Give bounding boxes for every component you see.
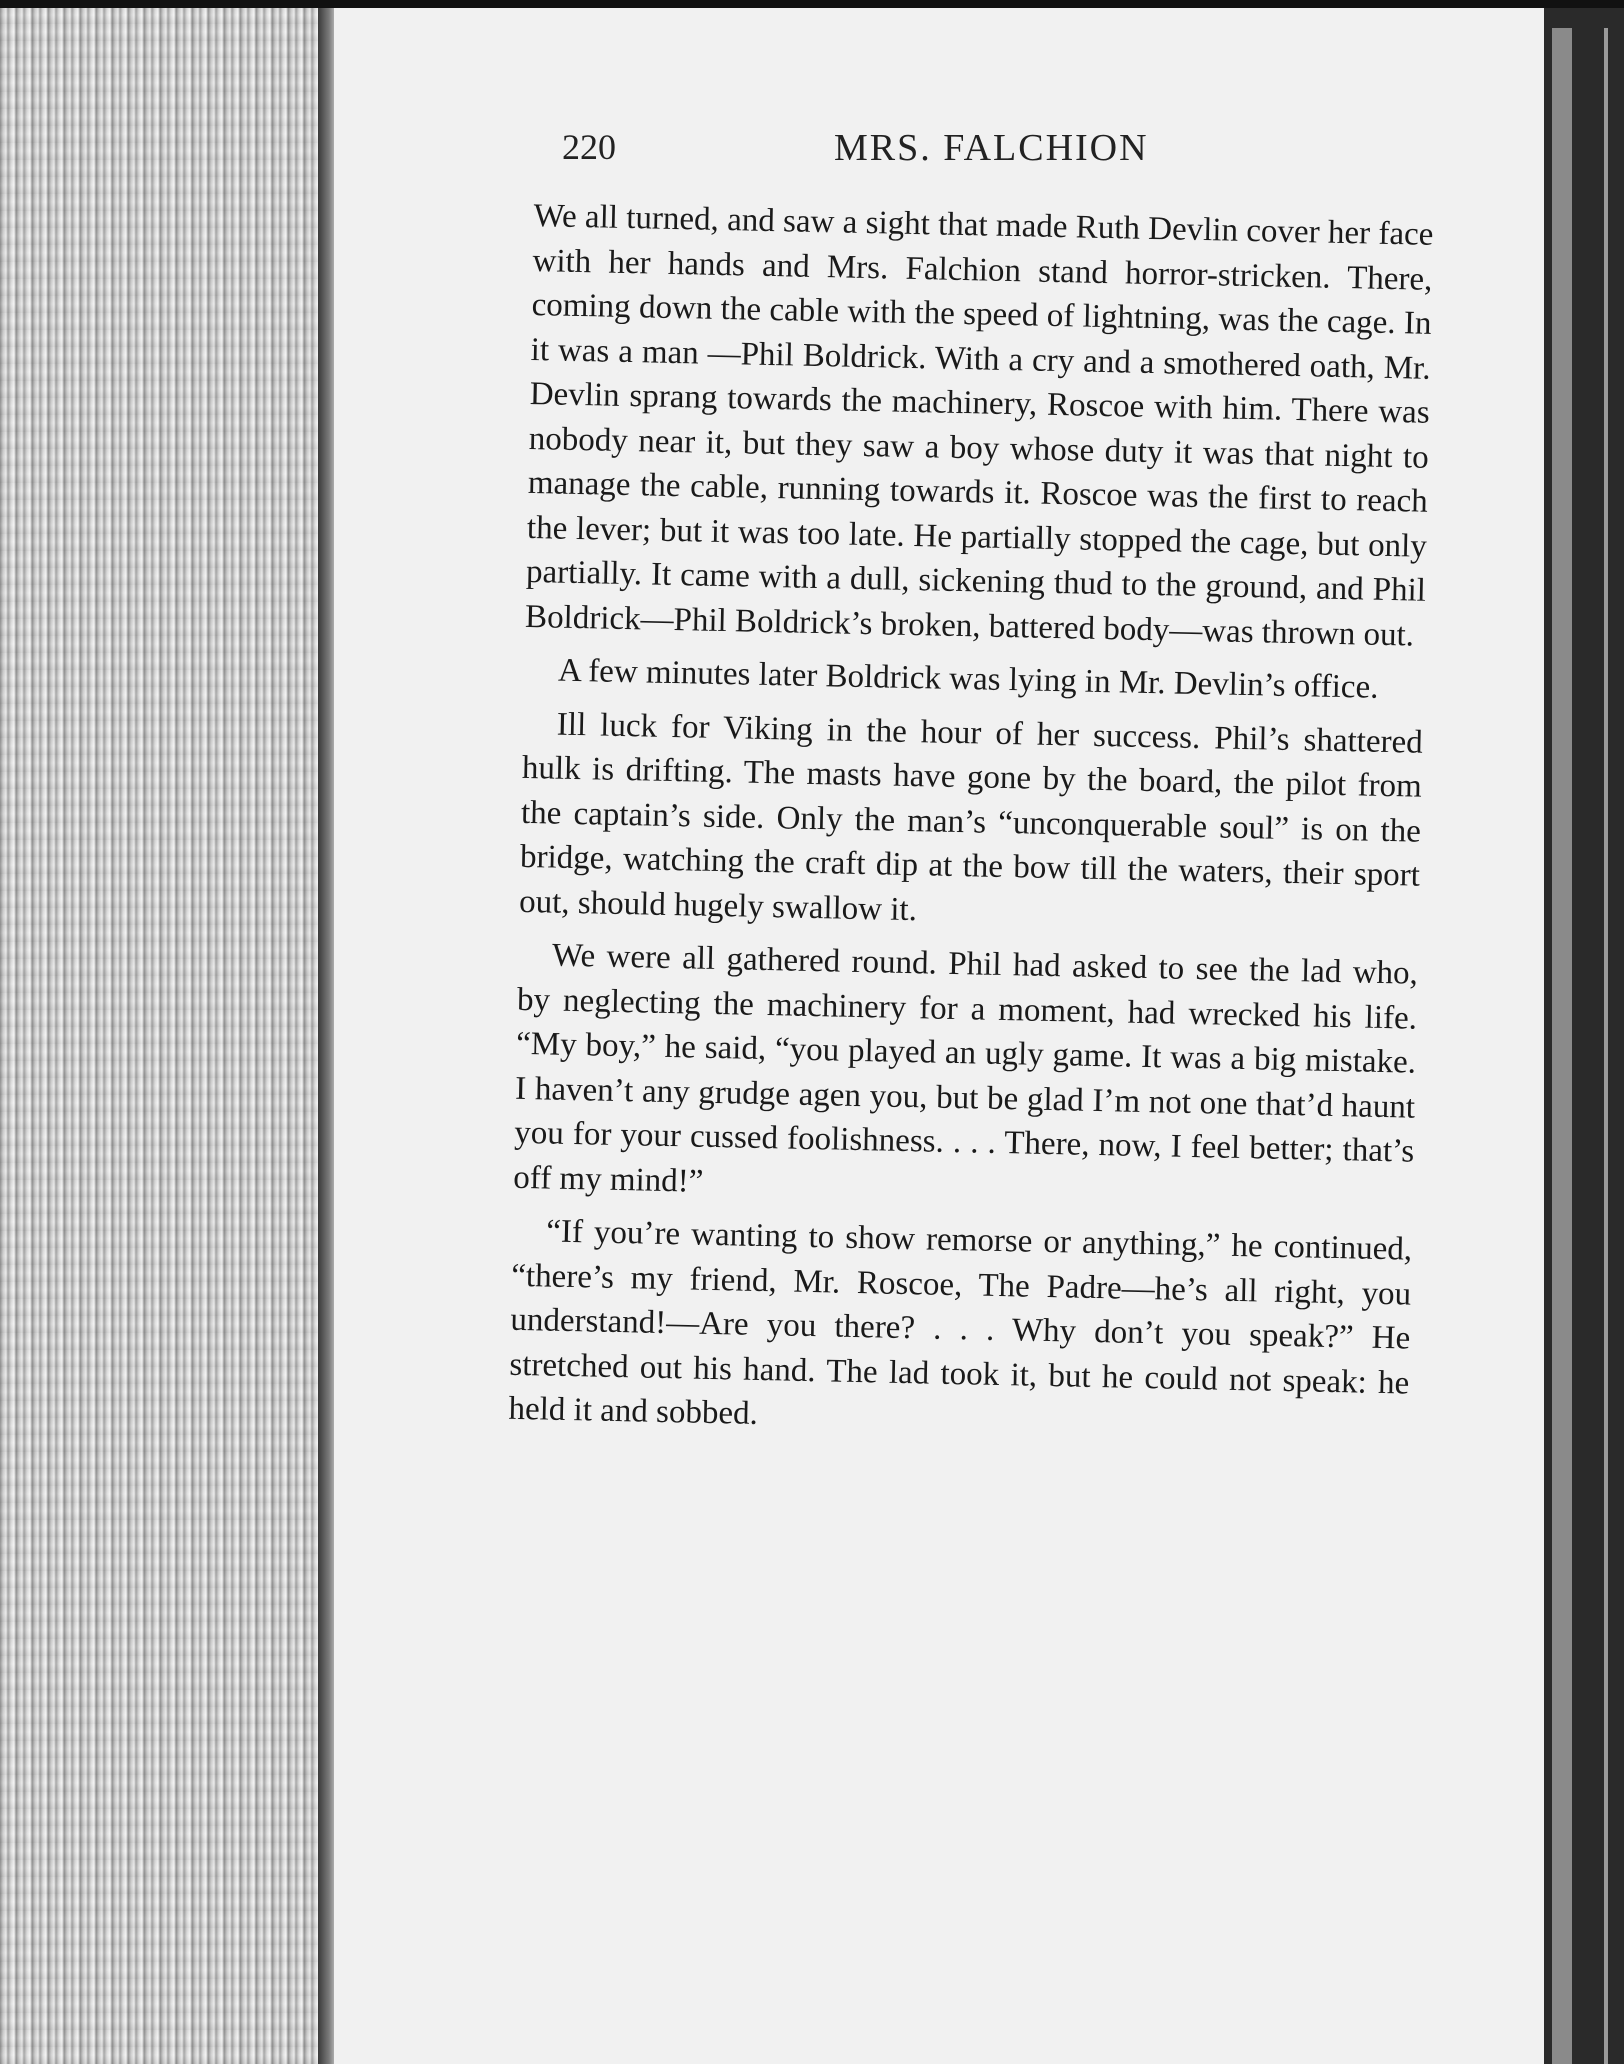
book-page-edges xyxy=(0,8,330,2064)
paragraph: Ill luck for Viking in the hour of her success. Phil’s shattered hulk is drifting. The masts have gone by the board, the pilot from the captain’s side. Only the man’s “unconquerable soul” is on the bridge, watching the craft dip at the bow till the waters, their sport out, should hugely swallow it. xyxy=(518,706,1424,928)
book-cover-edge xyxy=(1552,28,1572,2064)
paragraph: A few minutes later Boldrick was lying in Mr. Devlin’s office. xyxy=(557,652,1379,706)
paragraph: We were all gathered round. Phil had asked to see the lad who, by neglecting the machinery for a moment, had wrecked his life. “My boy,” he said, “you played an ugly game. It was a big mistake. I haven’t any grudge agen you, but be glad I’m not one that’d haunt you for your cussed foolishness. . . . There, now, I feel better; that’s off my mind!” xyxy=(513,937,1419,1200)
book-page xyxy=(334,8,1544,2064)
paragraph: “If you’re wanting to show remorse or anything,” he continued, “there’s my friend, Mr. Roscoe, The Padre—he’s all right, you understand!—Are you there? . . . Why don’t you speak?” He stretched out his hand. The lad took it, but he could not speak: he held it and sobbed. xyxy=(508,1213,1413,1432)
page-number: 220 xyxy=(562,127,616,167)
running-title: MRS. FALCHION xyxy=(834,127,1149,169)
paragraph: We all turned, and saw a sight that made Ruth Devlin cover her face with her hands and Mrs. Falchion stand horror-stricken. There, coming down the cable with the speed of lightning, was the cage. In it was a man —Phil Boldrick. With a cry and a smothered oath, Mr. Devlin sprang towards the machinery, Roscoe with him. There was nobody near it, but they saw a boy whose duty it was that night to manage the cable, running towards it. Roscoe was the first to reach the lever; but it was too late. He partially stopped the cage, but only partially. It came with a dull, sickening thud to the ground, and Phil Boldrick—Phil Boldrick’s broken, battered body—was thrown out. xyxy=(524,197,1434,654)
cover-edge-line xyxy=(1604,28,1608,2064)
body-text xyxy=(508,194,1434,1450)
